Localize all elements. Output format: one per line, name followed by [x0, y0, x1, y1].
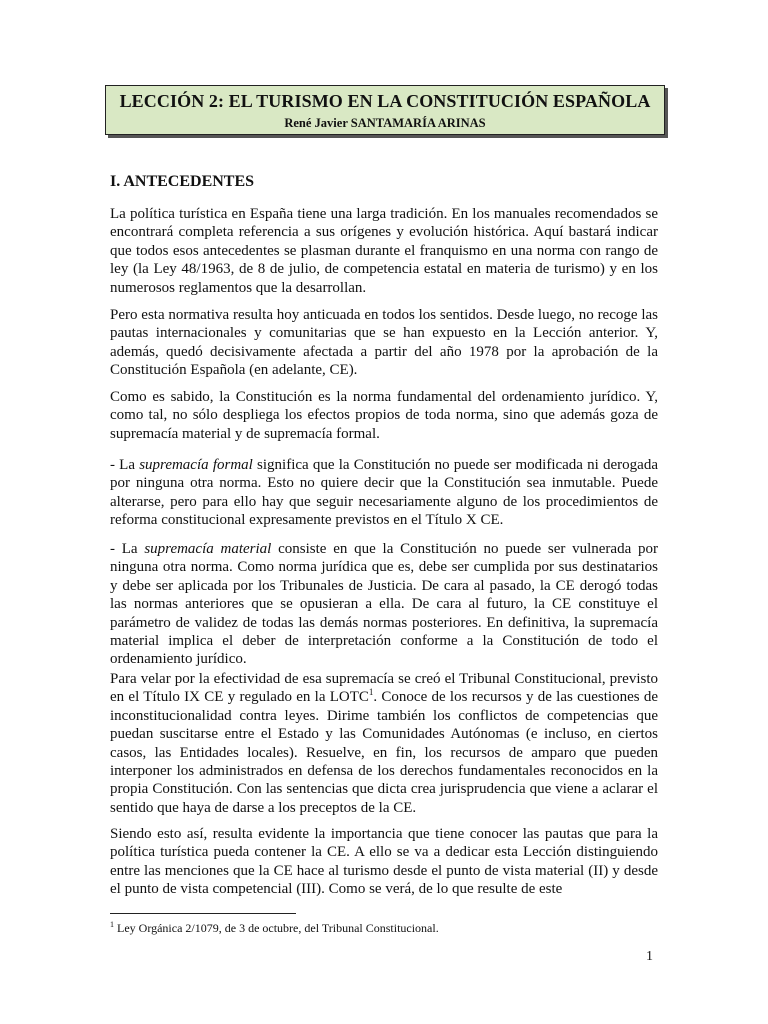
paragraph-6-before: Para velar por la efectividad de esa supremacía se creó el Tribunal Constitucional, previsto en el Título IX CE y regulado en la LOTC [110, 671, 658, 706]
paragraph-7: Siendo esto así, resulta evidente la importancia que tiene conocer las pautas que para la política turística pueda contener la CE. A ello se va a dedicar esta Lección distinguiendo entre las menciones que la CE hace al turismo desde el punto de vista material (II) y desde el punto de vista competencial (III). Como se verá, de lo que resulte de este [110, 826, 658, 898]
paragraph-6-after: . Conoce de los recursos y de las cuestiones de inconstitucionalidad contra leyes. Dirime también los conflictos de competencias que puedan suscitarse entre el Estado y las Comunidades Autónomas (e incluso, en ciertos casos, las Entidades locales). Resuelve, en fin, los recursos de amparo que pueden interponer los administrados en defensa de los derechos fundamentales reconocidos en la propia Constitución. Con las sentencias que dicta crea jurisprudencia que viene a aclarar el sentido que haya de darse a los preceptos de la CE. [110, 689, 658, 816]
paragraph-5-term: supremacía material [144, 541, 272, 557]
footnote [110, 921, 439, 936]
paragraph-6 [110, 670, 658, 817]
footnote-marker: 1 [110, 920, 114, 929]
footnote-divider [110, 913, 296, 914]
paragraph-2: Pero esta normativa resulta hoy anticuada en todos los sentidos. Desde luego, no recoge las pautas internacionales y comunitarias que se han expuesto en la Lección anterior. Y, además, quedó decisivamente afectada a partir del año 1978 por la aprobación de la Constitución Española (en adelante, CE). [110, 307, 658, 379]
paragraph-4 [110, 456, 658, 530]
paragraph-4-rest: significa que la Constitución no puede ser modificada ni derogada por ninguna otra norma. Esto no quiere decir que la Constitución sea inmutable. Puede alterarse, pero para ello hay que seguir necesariamente alguno de los procedimientos de reforma constitucional expresamente previstos en el Título X CE. [110, 457, 658, 529]
paragraph-4-prefix: - La [110, 457, 140, 473]
page-number: 1 [646, 949, 653, 964]
paragraph-3: Como es sabido, la Constitución es la norma fundamental del ordenamiento jurídico. Y, como tal, no sólo despliega los efectos propios de toda norma, sino que además goza de supremacía material y de supremacía formal. [110, 389, 658, 442]
paragraph-5-rest: consiste en que la Constitución no puede ser vulnerada por ninguna otra norma. Como norma jurídica que es, debe ser cumplida por sus destinatarios y debe ser aplicada por los Tribunales de Justicia. De cara al pasado, la CE derogó todas las normas anteriores que se opusieran a ella. De cara al futuro, la CE constituye el parámetro de validez de todas las demás normas posteriores. En definitiva, la supremacía material implica el deber de interpretación conforme a la Constitución de todo el ordenamiento jurídico. [110, 541, 658, 668]
footnote-reference[interactable]: 1 [368, 687, 374, 698]
author-name: René Javier SANTAMARÍA ARINAS [284, 116, 486, 130]
footnote-text: Ley Orgánica 2/1079, de 3 de octubre, del Tribunal Constitucional. [114, 921, 439, 935]
paragraph-1: La política turística en España tiene una larga tradición. En los manuales recomendados se encontrará completa referencia a sus orígenes y evolución histórica. Aquí bastará indicar que todos esos antecedentes se plasman durante el franquismo en una norma con rango de ley (la Ley 48/1963, de 8 de julio, de competencia estatal en materia de turismo) y en los numerosos reglamentos que la desarrollan. [110, 206, 658, 296]
document-title: LECCIÓN 2: EL TURISMO EN LA CONSTITUCIÓN ESPAÑOLA [119, 91, 651, 111]
title-box [105, 85, 665, 135]
paragraph-5-prefix: - La [110, 541, 145, 557]
paragraph-5 [110, 540, 658, 669]
section-heading: I. ANTECEDENTES [110, 173, 255, 190]
paragraph-4-term: supremacía formal [139, 457, 253, 473]
